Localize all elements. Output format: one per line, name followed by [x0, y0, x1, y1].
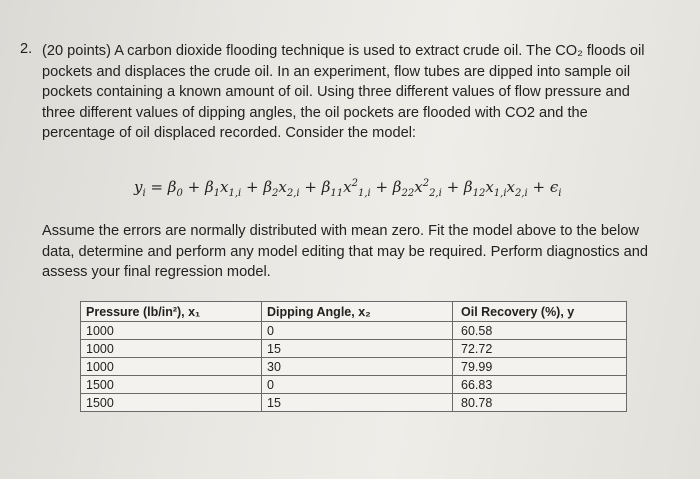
header-pressure: Pressure (lb/in²), x₁: [81, 302, 262, 322]
cell-angle: 0: [262, 376, 453, 394]
cell-angle: 15: [262, 340, 453, 358]
table-row: [81, 340, 627, 358]
cell-pressure: 1500: [81, 376, 262, 394]
cell-angle: 0: [262, 322, 453, 340]
cell-pressure: 1500: [81, 394, 262, 412]
cell-pressure: 1000: [81, 340, 262, 358]
table-row: [81, 358, 627, 376]
question-intro: (20 points) A carbon dioxide flooding technique is used to extract crude oil. The CO₂ floods oil pockets and displaces the crude oil. In an experiment, flow tubes are dipped into sample oil pockets containing a known amount of oil. Using three different values of flow pressure and three different values of dipping angles, the oil pockets are flooded with CO2 and the percentage of oil displaced recorded. Consider the model:: [42, 43, 645, 141]
table-header-row: [81, 302, 627, 322]
cell-angle: 15: [262, 394, 453, 412]
cell-pressure: 1000: [81, 358, 262, 376]
table-row: [81, 394, 627, 412]
data-table: [80, 301, 627, 412]
cell-pressure: 1000: [81, 322, 262, 340]
table-row: [81, 322, 627, 340]
cell-recovery: 80.78: [453, 394, 627, 412]
cell-recovery: 66.83: [453, 376, 627, 394]
header-oil-recovery: Oil Recovery (%), y: [453, 302, 627, 322]
cell-angle: 30: [262, 358, 453, 376]
table-row: [81, 376, 627, 394]
cell-recovery: 72.72: [453, 340, 627, 358]
cell-recovery: 79.99: [453, 358, 627, 376]
question-instructions: Assume the errors are normally distributed with mean zero. Fit the model above to the below data, determine and perform any model editing that may be required. Perform diagnostics and assess your final regression model.: [42, 223, 648, 280]
question-number: 2.: [20, 41, 33, 57]
regression-model-formula: $y_i = \beta_0 + \beta_1x_{1,i} + \beta_2x_{2,i} + \beta_{11}x^2_{1,i} + \beta_{22}x^2_{2,i} + \beta_{12}x_{1,i}x_{2,i} + \epsilon_i$: [134, 178, 562, 199]
header-dipping-angle: Dipping Angle, x₂: [262, 302, 453, 322]
cell-recovery: 60.58: [453, 322, 627, 340]
